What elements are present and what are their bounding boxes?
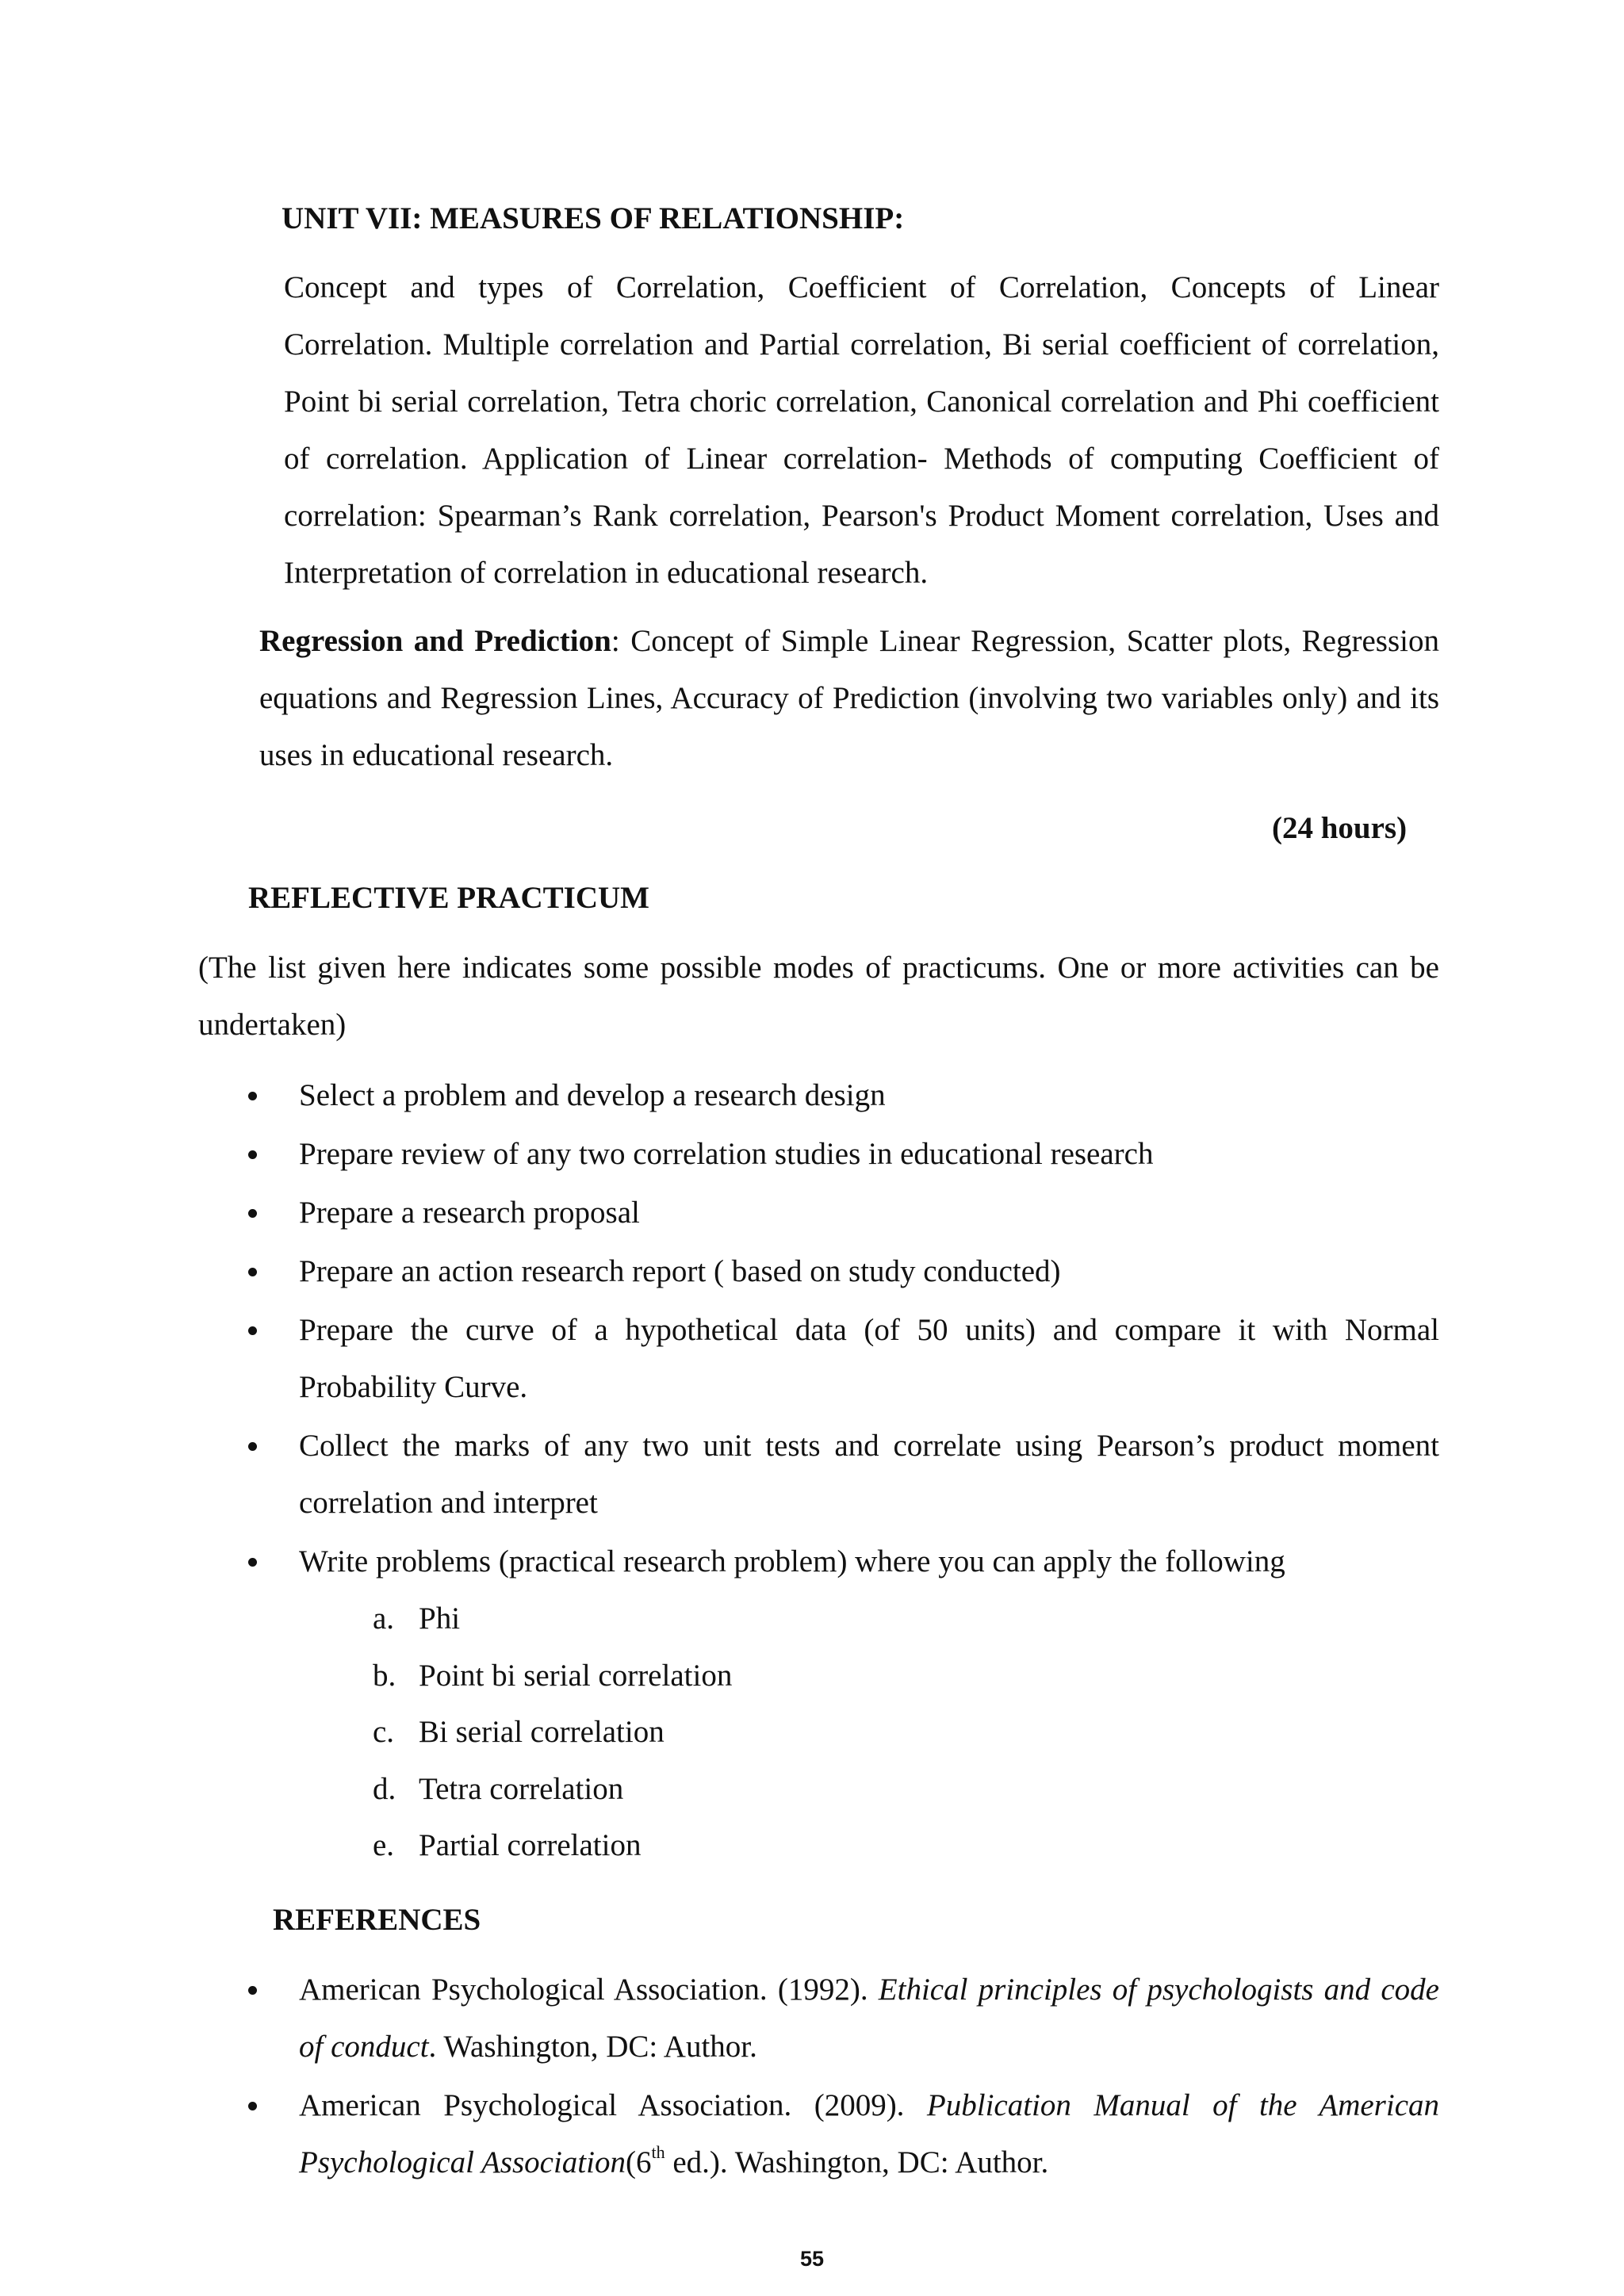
- list-item: [248, 1533, 1439, 1590]
- sub-list-marker: c.: [373, 1715, 395, 1749]
- bullet-icon: [248, 1209, 257, 1218]
- sub-list-text: Bi serial correlation: [419, 1715, 665, 1749]
- list-item-text: Prepare the curve of a hypothetical data (of 50 units) and compare it with Normal Probability Curve.: [299, 1313, 1439, 1404]
- practicum-list: [248, 1067, 1439, 1592]
- practicum-heading: REFLECTIVE PRACTICUM: [248, 881, 649, 915]
- list-item: [248, 1243, 1439, 1300]
- list-item: [248, 1418, 1439, 1532]
- regression-lead: Regression and Prediction: [259, 624, 611, 658]
- sub-list-text: Point bi serial correlation: [419, 1658, 733, 1693]
- list-item: [248, 1184, 1439, 1242]
- bullet-icon: [248, 1326, 257, 1335]
- list-item: [248, 1302, 1439, 1416]
- reference-publisher: . Washington, DC: Author.: [428, 2030, 757, 2064]
- unit-paragraph: Concept and types of Correlation, Coefficient of Correlation, Concepts of Linear Correlation. Multiple correlation and Partial correlation, Bi serial coefficient of correlation, Point bi serial correlation, Tetra choric correlation, Canonical correlation and Phi coefficient of correlation. Application of Linear correlation- Methods of computing Coefficient of correlation: Spearman’s Rank correlation, Pearson's Product Moment correlation, Uses and Interpretation of correlation in educational research.: [284, 270, 1439, 590]
- bullet-icon: [248, 2102, 257, 2110]
- regression-separator: :: [611, 624, 620, 658]
- sub-list-item: [373, 1704, 732, 1761]
- unit-heading: UNIT VII: MEASURES OF RELATIONSHIP:: [282, 201, 905, 235]
- sub-list-item: [373, 1761, 732, 1818]
- list-item: [248, 1067, 1439, 1124]
- reference-edition: (6: [625, 2145, 652, 2179]
- reference-edition-superscript: th: [651, 2142, 665, 2162]
- references-heading: REFERENCES: [273, 1903, 481, 1937]
- sub-list-marker: e.: [373, 1828, 395, 1862]
- bullet-icon: [248, 1986, 257, 1995]
- list-item-text: Prepare a research proposal: [299, 1196, 640, 1230]
- sub-list-item: [373, 1817, 732, 1874]
- sub-list-text: Phi: [419, 1601, 461, 1636]
- sub-list-marker: a.: [373, 1601, 395, 1636]
- sub-list-text: Tetra correlation: [419, 1771, 624, 1806]
- bullet-icon: [248, 1268, 257, 1276]
- reference-item: [248, 2077, 1439, 2191]
- sub-list-text: Partial correlation: [419, 1828, 642, 1862]
- regression-text: Concept of Simple Linear Regression, Scatter plots, Regression equations and Regression Lines, Accuracy of Prediction (involving two variables only) and its uses in educational research.: [259, 624, 1439, 772]
- list-item-text: Write problems (practical research problem) where you can apply the following: [299, 1544, 1285, 1578]
- regression-paragraph: [259, 613, 1439, 784]
- sub-list-item: [373, 1647, 732, 1705]
- reference-item: [248, 1961, 1439, 2076]
- reference-publisher: ed.). Washington, DC: Author.: [665, 2145, 1049, 2179]
- reference-author-year: American Psychological Association. (1992).: [299, 1973, 879, 2007]
- references-list: [248, 1961, 1439, 2193]
- hours-label: (24 hours): [1272, 811, 1408, 845]
- list-item: [248, 1126, 1439, 1183]
- bullet-icon: [248, 1092, 257, 1100]
- list-item-text: Prepare review of any two correlation studies in educational research: [299, 1137, 1154, 1171]
- sub-list: [373, 1590, 732, 1874]
- sub-list-marker: d.: [373, 1771, 396, 1806]
- bullet-icon: [248, 1442, 257, 1451]
- page-number: 55: [799, 2247, 825, 2271]
- list-item-text: Prepare an action research report ( based on study conducted): [299, 1254, 1061, 1288]
- bullet-icon: [248, 1558, 257, 1567]
- reference-title: Publication Manual of the American Psychological Association: [299, 2088, 1439, 2179]
- practicum-intro: (The list given here indicates some possible modes of practicums. One or more activities can be undertaken): [198, 951, 1439, 1042]
- reference-title: Ethical principles of psychologists and code of conduct: [299, 1973, 1439, 2064]
- sub-list-marker: b.: [373, 1658, 396, 1693]
- sub-list-item: [373, 1590, 732, 1647]
- bullet-icon: [248, 1150, 257, 1159]
- list-item-text: Select a problem and develop a research design: [299, 1078, 886, 1112]
- reference-author-year: American Psychological Association. (2009).: [299, 2088, 927, 2122]
- list-item-text: Collect the marks of any two unit tests and correlate using Pearson’s product moment correlation and interpret: [299, 1429, 1439, 1520]
